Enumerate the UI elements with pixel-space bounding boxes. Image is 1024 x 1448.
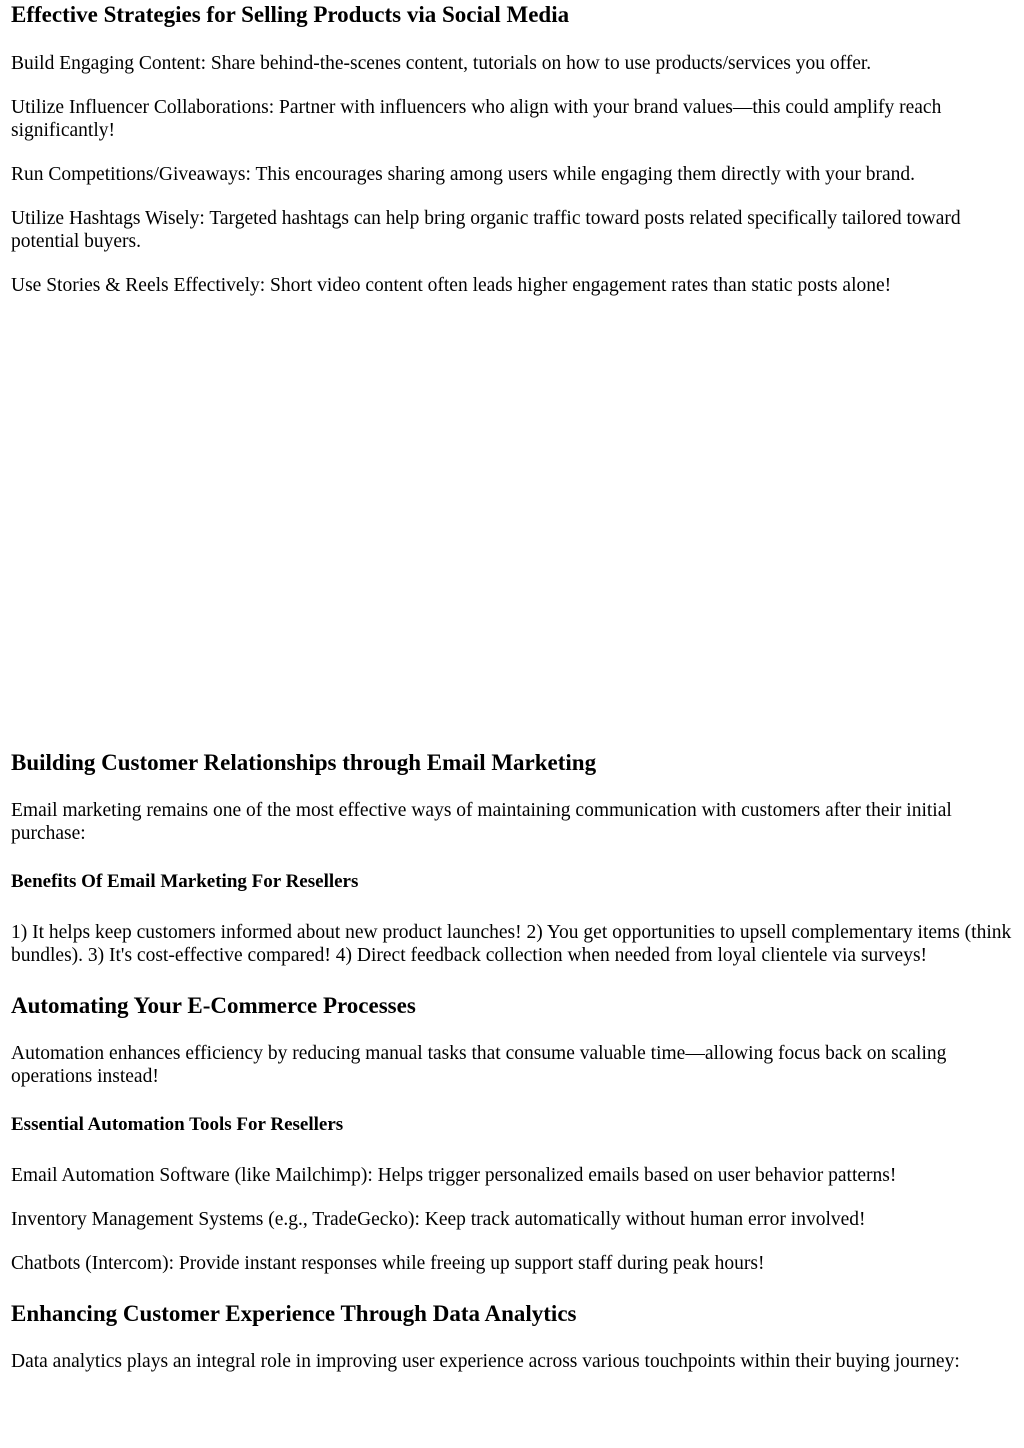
paragraph: Email Automation Software (like Mailchimp): Helps trigger personalized emails based on user behavior patterns! <box>11 1165 897 1186</box>
subsection-heading: Essential Automation Tools For Resellers <box>11 1114 344 1135</box>
paragraph: Chatbots (Intercom): Provide instant responses while freeing up support staff during peak hours! <box>11 1253 765 1274</box>
paragraph: Data analytics plays an integral role in improving user experience across various touchpoints within their buying journey: <box>11 1351 960 1372</box>
section-social-media <box>11 1 1013 297</box>
section-email-and-more <box>11 749 1013 1373</box>
paragraph: Email marketing remains one of the most effective ways of maintaining communication with customers after their initial purchase: <box>11 800 952 844</box>
paragraph: Use Stories & Reels Effectively: Short video content often leads higher engagement rates than static posts alone! <box>11 275 892 296</box>
paragraph: 1) It helps keep customers informed about new product launches! 2) You get opportunities to upsell complementary items (think bundles). 3) It's cost-effective compared! 4) Direct feedback collection when needed from loyal clientele via surveys! <box>11 922 1012 966</box>
section-heading: Building Customer Relationships through Email Marketing <box>11 750 597 775</box>
subsection-heading: Benefits Of Email Marketing For Resellers <box>11 871 359 892</box>
section-heading: Enhancing Customer Experience Through Data Analytics <box>11 1301 577 1326</box>
paragraph: Utilize Hashtags Wisely: Targeted hashtags can help bring organic traffic toward posts related specifically tailored toward potential buyers. <box>11 208 961 252</box>
paragraph: Inventory Management Systems (e.g., TradeGecko): Keep track automatically without human error involved! <box>11 1209 866 1230</box>
paragraph: Automation enhances efficiency by reducing manual tasks that consume valuable time—allowing focus back on scaling operations instead! <box>11 1043 947 1087</box>
paragraph: Utilize Influencer Collaborations: Partner with influencers who align with your brand values—this could amplify reach significantly! <box>11 97 942 141</box>
paragraph: Build Engaging Content: Share behind-the-scenes content, tutorials on how to use products/services you offer. <box>11 53 872 74</box>
section-heading: Effective Strategies for Selling Products via Social Media <box>11 2 570 27</box>
paragraph: Run Competitions/Giveaways: This encourages sharing among users while engaging them directly with your brand. <box>11 164 916 185</box>
section-heading: Automating Your E-Commerce Processes <box>11 993 416 1018</box>
